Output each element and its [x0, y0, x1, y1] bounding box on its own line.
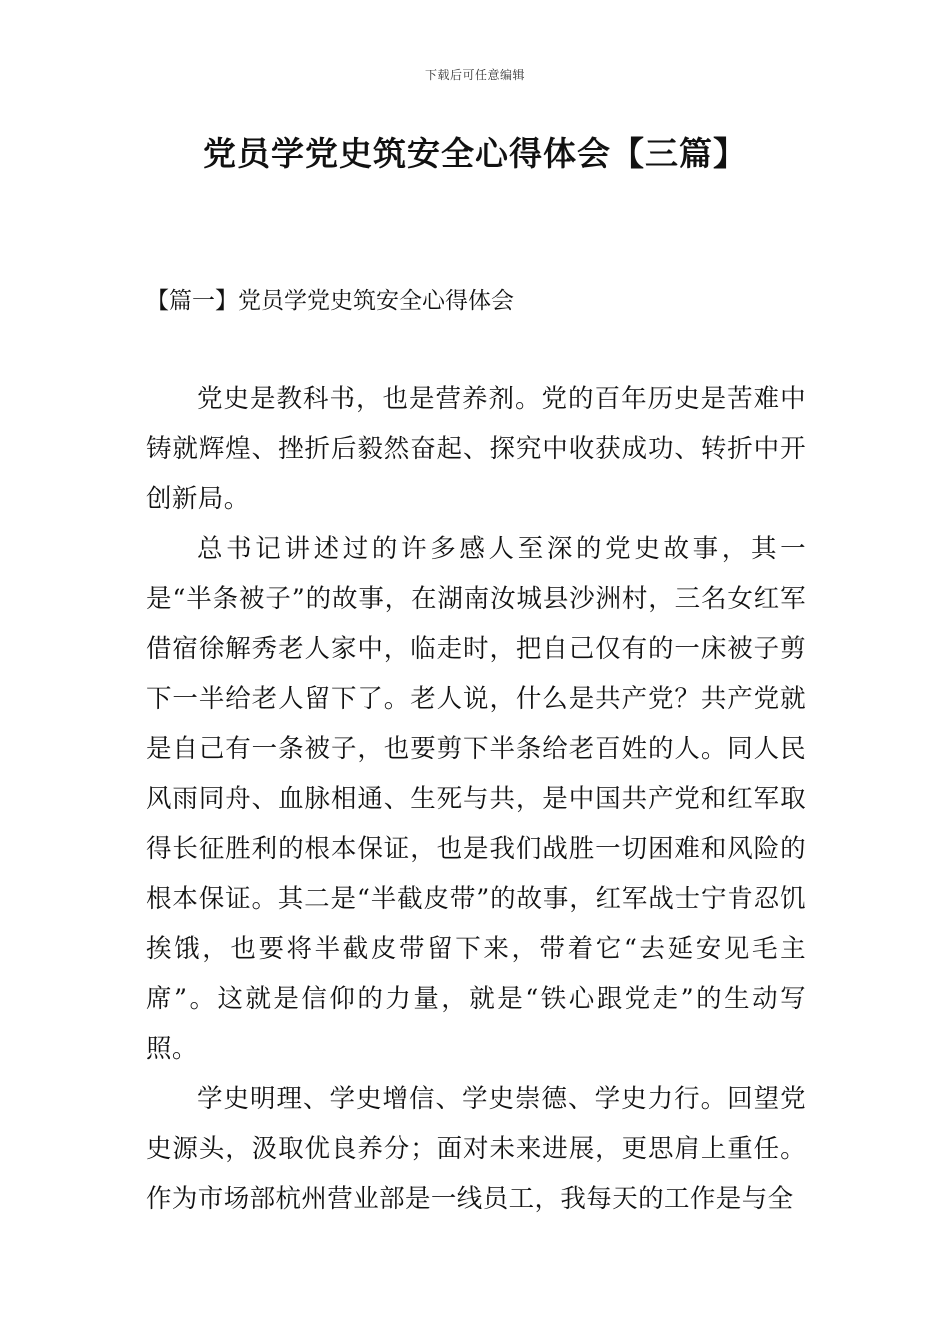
- section-heading: 【篇一】党员学党史筑安全心得体会: [146, 288, 514, 314]
- body-text: [146, 374, 806, 1224]
- paragraph-3: 学史明理、学史增信、学史崇德、学史力行。回望党史源头，汲取优良养分；面对未来进展，更思肩上重任。作为市场部杭州营业部是一线员工，我每天的工作是与全: [146, 1084, 806, 1214]
- document-title: 党员学党史筑安全心得体会【三篇】: [203, 134, 747, 173]
- header-note: 下载后可任意编辑: [424, 68, 525, 82]
- paragraph-1: 党史是教科书，也是营养剂。党的百年历史是苦难中铸就辉煌、挫折后毅然奋起、探究中收获成功、转折中开创新局。: [146, 384, 806, 514]
- paragraph-2: 总书记讲述过的许多感人至深的党史故事，其一是“半条被子”的故事，在湖南汝城县沙洲村，三名女红军借宿徐解秀老人家中，临走时，把自己仅有的一床被子剪下一半给老人留下了。老人说，什么是共产党？共产党就是自己有一条被子，也要剪下半条给老百姓的人。同人民风雨同舟、血脉相通、生死与共，是中国共产党和红军取得长征胜利的根本保证，也是我们战胜一切困难和风险的根本保证。其二是“半截皮带”的故事，红军战士宁肯忍饥挨饿，也要将半截皮带留下来，带着它“去延安见毛主席”。这就是信仰的力量，就是“铁心跟党走”的生动写照。: [146, 534, 806, 1064]
